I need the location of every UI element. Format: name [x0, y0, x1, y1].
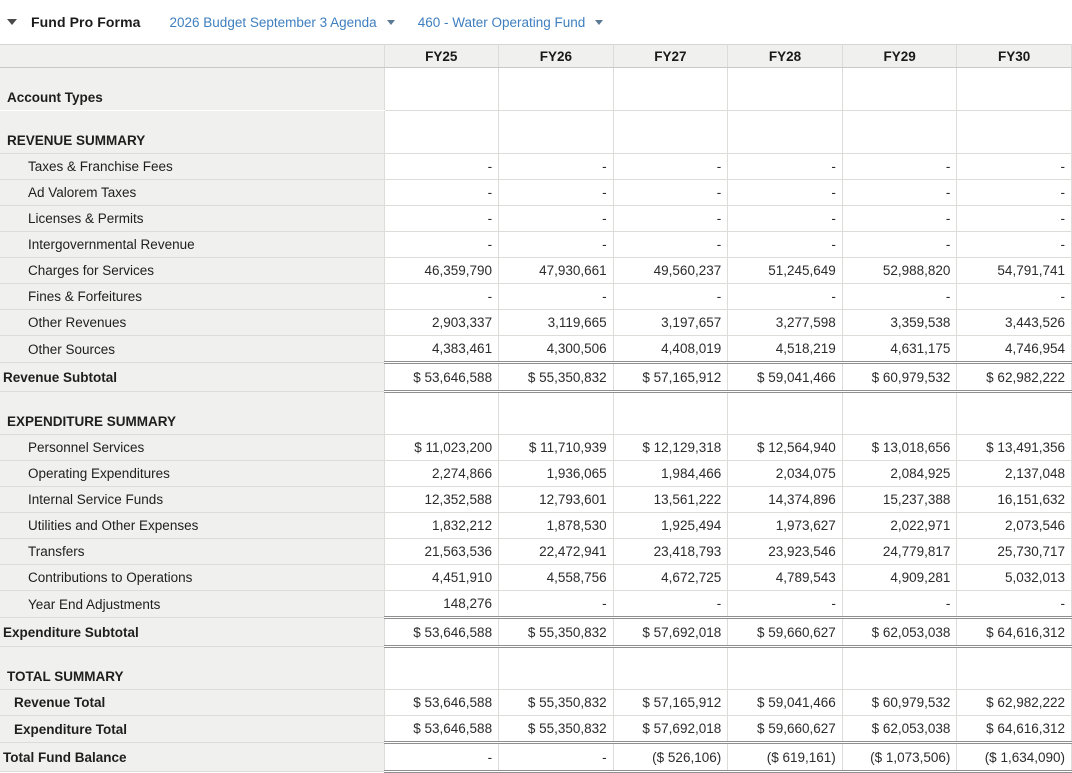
data-cell	[384, 111, 499, 154]
data-cell: 49,560,237	[613, 258, 728, 284]
table-row	[0, 565, 1072, 591]
data-cell: -	[384, 154, 499, 180]
data-cell: $ 62,982,222	[957, 363, 1072, 392]
row-label: Utilities and Other Expenses	[0, 513, 384, 539]
row-label: Personnel Services	[0, 435, 384, 461]
table-row	[0, 647, 1072, 690]
data-cell	[613, 68, 728, 111]
row-label: Contributions to Operations	[0, 565, 384, 591]
data-cell: 5,032,013	[957, 565, 1072, 591]
table-row	[0, 618, 1072, 647]
data-cell: 3,359,538	[842, 310, 957, 336]
data-cell	[613, 647, 728, 690]
data-cell: 52,988,820	[842, 258, 957, 284]
data-cell	[384, 392, 499, 435]
data-cell: -	[613, 284, 728, 310]
data-cell: ($ 1,073,506)	[842, 743, 957, 772]
data-cell: 16,151,632	[957, 487, 1072, 513]
row-label: TOTAL SUMMARY	[0, 647, 384, 690]
fy-column-header: FY25	[384, 45, 499, 68]
data-cell: $ 11,023,200	[384, 435, 499, 461]
row-label: Expenditure Subtotal	[0, 618, 384, 647]
data-cell	[613, 111, 728, 154]
data-cell: $ 13,491,356	[957, 435, 1072, 461]
data-cell: -	[499, 154, 614, 180]
data-cell: 2,022,971	[842, 513, 957, 539]
data-cell: 4,451,910	[384, 565, 499, 591]
row-label: Fines & Forfeitures	[0, 284, 384, 310]
row-label: Account Types	[0, 68, 384, 111]
data-cell: -	[499, 591, 614, 618]
data-cell	[499, 68, 614, 111]
data-cell: -	[384, 232, 499, 258]
data-cell: -	[842, 232, 957, 258]
row-label: Other Sources	[0, 336, 384, 363]
data-cell: 12,793,601	[499, 487, 614, 513]
data-cell: 4,518,219	[728, 336, 843, 363]
data-cell: -	[499, 180, 614, 206]
data-cell: 23,923,546	[728, 539, 843, 565]
data-cell: -	[957, 180, 1072, 206]
data-cell: 4,408,019	[613, 336, 728, 363]
table-row	[0, 232, 1072, 258]
data-cell: -	[957, 284, 1072, 310]
toolbar	[0, 0, 1072, 44]
data-cell: -	[613, 206, 728, 232]
table-row	[0, 435, 1072, 461]
data-cell: -	[613, 180, 728, 206]
table-body	[0, 68, 1072, 772]
fy-column-header: FY27	[613, 45, 728, 68]
data-cell: $ 59,041,466	[728, 690, 843, 716]
row-label: Charges for Services	[0, 258, 384, 284]
budget-selector[interactable]	[170, 15, 395, 30]
budget-selector-label: 2026 Budget September 3 Agenda	[169, 14, 377, 30]
data-cell: 1,984,466	[613, 461, 728, 487]
data-cell: $ 55,350,832	[499, 716, 614, 743]
data-cell: 4,383,461	[384, 336, 499, 363]
table-row	[0, 591, 1072, 618]
data-cell: -	[842, 206, 957, 232]
data-cell	[957, 392, 1072, 435]
data-cell	[499, 647, 614, 690]
data-cell: $ 60,979,532	[842, 690, 957, 716]
data-cell: 2,084,925	[842, 461, 957, 487]
data-cell: 1,925,494	[613, 513, 728, 539]
data-cell: 3,197,657	[613, 310, 728, 336]
data-cell: $ 64,616,312	[957, 716, 1072, 743]
data-cell: $ 59,660,627	[728, 618, 843, 647]
row-label: Year End Adjustments	[0, 591, 384, 618]
fy-column-header: FY28	[728, 45, 843, 68]
data-cell: 14,374,896	[728, 487, 843, 513]
data-cell: 2,034,075	[728, 461, 843, 487]
data-cell	[728, 68, 843, 111]
data-cell: ($ 1,634,090)	[957, 743, 1072, 772]
data-cell: 1,878,530	[499, 513, 614, 539]
data-cell: -	[499, 232, 614, 258]
data-cell: 2,903,337	[384, 310, 499, 336]
data-cell: 25,730,717	[957, 539, 1072, 565]
data-cell	[384, 68, 499, 111]
data-cell: 12,352,588	[384, 487, 499, 513]
data-cell: $ 59,660,627	[728, 716, 843, 743]
collapse-caret-icon[interactable]	[7, 19, 17, 25]
data-cell: 1,936,065	[499, 461, 614, 487]
row-label: EXPENDITURE SUMMARY	[0, 392, 384, 435]
data-cell	[957, 111, 1072, 154]
table-row	[0, 363, 1072, 392]
data-cell: $ 53,646,588	[384, 690, 499, 716]
data-cell	[499, 392, 614, 435]
data-cell: $ 59,041,466	[728, 363, 843, 392]
data-cell: -	[499, 284, 614, 310]
fy-column-header: FY26	[499, 45, 614, 68]
data-cell: -	[384, 284, 499, 310]
row-label: Taxes & Franchise Fees	[0, 154, 384, 180]
table-row	[0, 716, 1072, 743]
data-cell: 4,558,756	[499, 565, 614, 591]
data-cell: -	[728, 284, 843, 310]
table-row	[0, 743, 1072, 772]
table-row	[0, 310, 1072, 336]
data-cell: $ 53,646,588	[384, 618, 499, 647]
data-cell: ($ 526,106)	[613, 743, 728, 772]
data-cell: 4,300,506	[499, 336, 614, 363]
fy-column-header: FY29	[842, 45, 957, 68]
data-cell: $ 62,982,222	[957, 690, 1072, 716]
data-cell: 24,779,817	[842, 539, 957, 565]
data-cell: 51,245,649	[728, 258, 843, 284]
data-cell: -	[384, 180, 499, 206]
data-cell: $ 64,616,312	[957, 618, 1072, 647]
data-cell: 23,418,793	[613, 539, 728, 565]
data-cell: $ 60,979,532	[842, 363, 957, 392]
table-row	[0, 690, 1072, 716]
data-cell	[728, 392, 843, 435]
data-cell: -	[728, 180, 843, 206]
data-cell: $ 12,129,318	[613, 435, 728, 461]
data-cell: $ 57,692,018	[613, 716, 728, 743]
table-row	[0, 336, 1072, 363]
data-cell: 148,276	[384, 591, 499, 618]
data-cell: 3,443,526	[957, 310, 1072, 336]
table-row	[0, 539, 1072, 565]
data-cell: -	[499, 206, 614, 232]
table-header-row	[0, 45, 1072, 68]
data-cell: 4,746,954	[957, 336, 1072, 363]
table-row	[0, 68, 1072, 111]
data-cell: -	[384, 206, 499, 232]
data-cell: ($ 619,161)	[728, 743, 843, 772]
row-label: Transfers	[0, 539, 384, 565]
row-label: Other Revenues	[0, 310, 384, 336]
table-row	[0, 461, 1072, 487]
row-label: Ad Valorem Taxes	[0, 180, 384, 206]
data-cell: -	[842, 180, 957, 206]
data-cell: $ 55,350,832	[499, 690, 614, 716]
row-label: Expenditure Total	[0, 716, 384, 743]
table-row	[0, 392, 1072, 435]
row-label: Revenue Total	[0, 690, 384, 716]
data-cell: -	[957, 154, 1072, 180]
data-cell: -	[957, 206, 1072, 232]
data-cell: -	[499, 743, 614, 772]
data-cell	[957, 647, 1072, 690]
data-cell: $ 57,692,018	[613, 618, 728, 647]
data-cell: 2,073,546	[957, 513, 1072, 539]
data-cell	[728, 647, 843, 690]
data-cell	[842, 392, 957, 435]
data-cell: -	[842, 591, 957, 618]
fund-selector[interactable]	[418, 15, 604, 30]
data-cell: 1,973,627	[728, 513, 843, 539]
data-cell: 15,237,388	[842, 487, 957, 513]
data-cell: -	[842, 154, 957, 180]
data-cell: 54,791,741	[957, 258, 1072, 284]
data-cell: -	[842, 284, 957, 310]
data-cell	[842, 647, 957, 690]
data-cell: $ 53,646,588	[384, 716, 499, 743]
data-cell: -	[957, 591, 1072, 618]
data-cell: -	[728, 154, 843, 180]
data-cell	[384, 647, 499, 690]
data-cell: -	[728, 206, 843, 232]
data-cell: $ 55,350,832	[499, 618, 614, 647]
data-cell: -	[613, 154, 728, 180]
page-title: Fund Pro Forma	[31, 14, 141, 30]
data-cell: 13,561,222	[613, 487, 728, 513]
corner-header-cell	[0, 45, 384, 68]
data-cell: -	[384, 743, 499, 772]
data-cell: 47,930,661	[499, 258, 614, 284]
data-cell: $ 55,350,832	[499, 363, 614, 392]
data-cell: $ 13,018,656	[842, 435, 957, 461]
fy-column-header: FY30	[957, 45, 1072, 68]
data-cell: -	[613, 232, 728, 258]
data-cell: $ 12,564,940	[728, 435, 843, 461]
data-cell: -	[728, 232, 843, 258]
data-cell: $ 62,053,038	[842, 716, 957, 743]
data-cell: 2,274,866	[384, 461, 499, 487]
data-cell: 22,472,941	[499, 539, 614, 565]
data-cell: $ 53,646,588	[384, 363, 499, 392]
data-cell: $ 11,710,939	[499, 435, 614, 461]
data-cell: -	[957, 232, 1072, 258]
data-cell: 21,563,536	[384, 539, 499, 565]
data-cell: 4,672,725	[613, 565, 728, 591]
data-cell: 1,832,212	[384, 513, 499, 539]
data-cell	[613, 392, 728, 435]
data-cell: 46,359,790	[384, 258, 499, 284]
data-cell	[728, 111, 843, 154]
row-label: Total Fund Balance	[0, 743, 384, 772]
row-label: Revenue Subtotal	[0, 363, 384, 392]
data-cell: -	[613, 591, 728, 618]
table-row	[0, 154, 1072, 180]
data-cell	[842, 68, 957, 111]
data-cell: 3,277,598	[728, 310, 843, 336]
data-cell: 4,909,281	[842, 565, 957, 591]
row-label: Internal Service Funds	[0, 487, 384, 513]
data-cell: $ 57,165,912	[613, 363, 728, 392]
fund-selector-label: 460 - Water Operating Fund	[417, 14, 586, 30]
row-label: Intergovernmental Revenue	[0, 232, 384, 258]
data-cell: 4,631,175	[842, 336, 957, 363]
table-row	[0, 487, 1072, 513]
data-cell: $ 57,165,912	[613, 690, 728, 716]
data-cell	[499, 111, 614, 154]
table-row	[0, 513, 1072, 539]
data-cell: 4,789,543	[728, 565, 843, 591]
table-row	[0, 284, 1072, 310]
row-label: REVENUE SUMMARY	[0, 111, 384, 154]
data-cell: -	[728, 591, 843, 618]
data-cell: 2,137,048	[957, 461, 1072, 487]
data-cell: 3,119,665	[499, 310, 614, 336]
chevron-down-icon	[387, 20, 395, 25]
chevron-down-icon	[595, 20, 603, 25]
data-cell	[957, 68, 1072, 111]
table-row	[0, 206, 1072, 232]
data-cell: $ 62,053,038	[842, 618, 957, 647]
row-label: Operating Expenditures	[0, 461, 384, 487]
fund-pro-forma-table	[0, 44, 1072, 773]
row-label: Licenses & Permits	[0, 206, 384, 232]
table-row	[0, 180, 1072, 206]
data-cell	[842, 111, 957, 154]
table-row	[0, 111, 1072, 154]
table-row	[0, 258, 1072, 284]
